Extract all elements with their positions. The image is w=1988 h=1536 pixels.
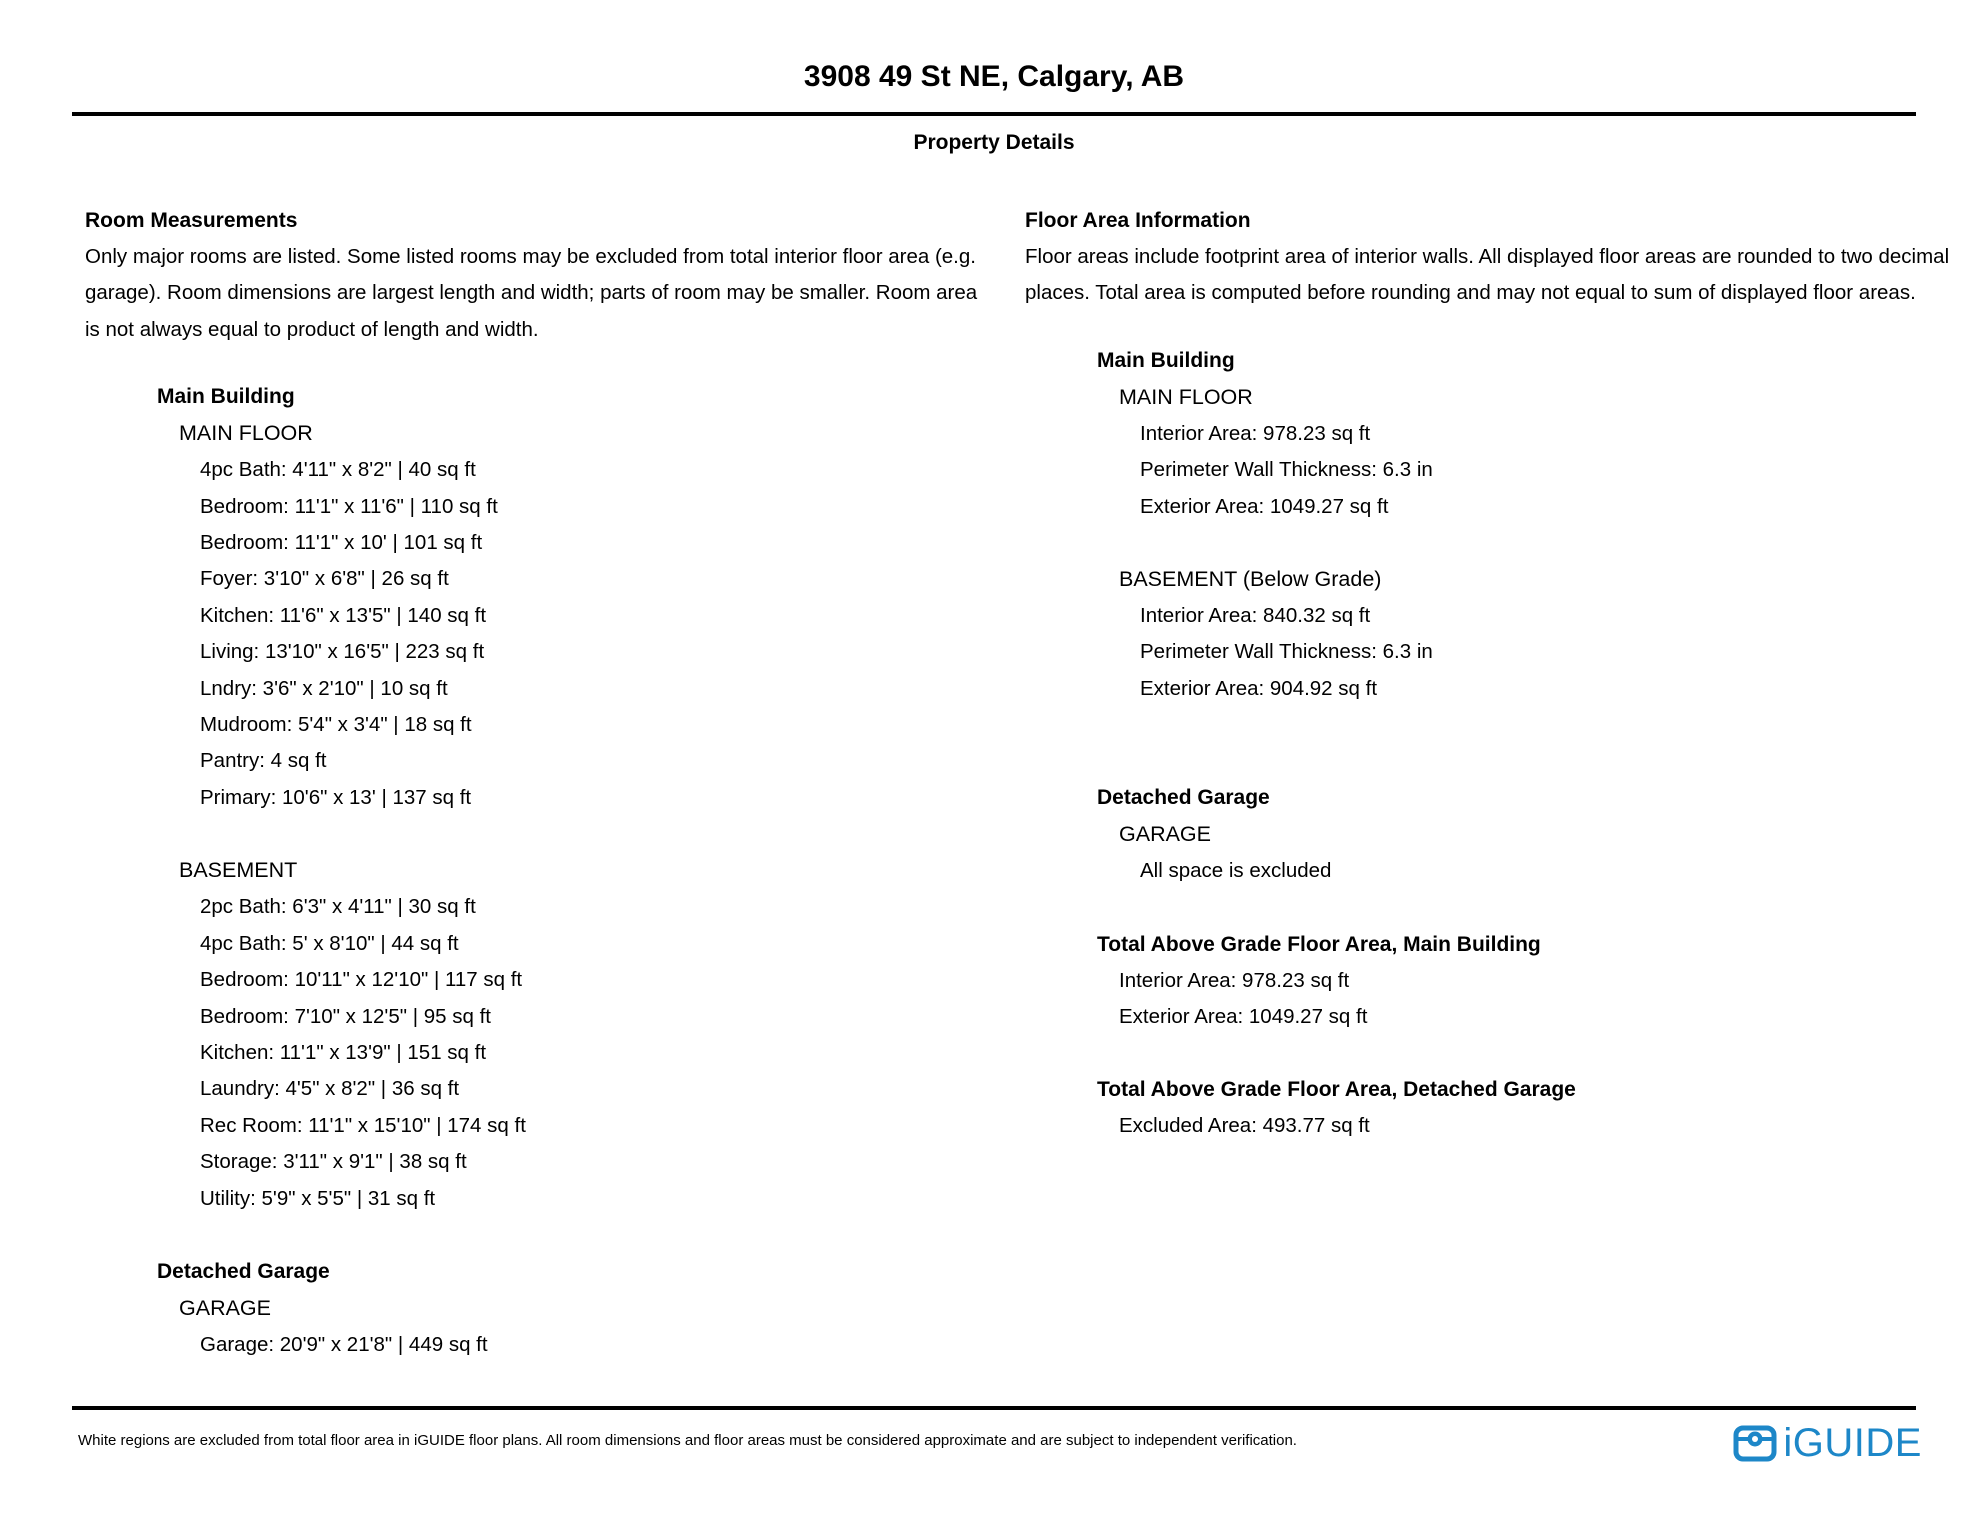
- footer-row: [0, 1410, 1988, 1463]
- area-line: Exterior Area: 904.92 sq ft: [1140, 676, 1378, 700]
- room-line: Laundry: 4'5" x 8'2" | 36 sq ft: [200, 1077, 460, 1101]
- room-line: Bedroom: 10'11" x 12'10" | 117 sq ft: [200, 968, 523, 992]
- building-name: Main Building: [1097, 348, 1235, 372]
- floor-main-floor: [85, 415, 1025, 816]
- room-line: Garage: 20'9" x 21'8" | 449 sq ft: [200, 1332, 488, 1356]
- floor-name: MAIN FLOOR: [1119, 384, 1253, 409]
- total-heading: Total Above Grade Floor Area, Main Building: [1097, 932, 1541, 956]
- room-line: Primary: 10'6" x 13' | 137 sq ft: [200, 785, 472, 809]
- iguide-logo: [1732, 1423, 1922, 1463]
- floor-garage: [85, 1290, 1025, 1363]
- room-line: Rec Room: 11'1" x 15'10" | 174 sq ft: [200, 1113, 526, 1137]
- content-columns: [0, 202, 1988, 1363]
- iguide-logo-text: iGUIDE: [1783, 1421, 1922, 1465]
- room-line: Pantry: 4 sq ft: [200, 749, 327, 773]
- total-above-grade-main-building: [1025, 926, 1952, 1036]
- building-name: Detached Garage: [157, 1259, 330, 1283]
- floor-main-floor-areas: [1025, 379, 1952, 525]
- floor-area-heading: Floor Area Information: [1025, 209, 1251, 232]
- floor-name: BASEMENT (Below Grade): [1119, 567, 1382, 592]
- room-line: Kitchen: 11'6" x 13'5" | 140 sq ft: [200, 603, 487, 627]
- page-title: 3908 49 St NE, Calgary, AB: [803, 60, 1185, 93]
- room-measurements-section: [85, 202, 1025, 1363]
- main-building-rooms: [85, 378, 1025, 1217]
- room-line: 4pc Bath: 4'11" x 8'2" | 40 sq ft: [200, 458, 476, 482]
- room-measurements-heading: Room Measurements: [85, 209, 298, 232]
- main-building-areas: [1025, 342, 1952, 707]
- total-above-grade-detached-garage: [1025, 1071, 1952, 1144]
- room-line: Utility: 5'9" x 5'5" | 31 sq ft: [200, 1186, 436, 1210]
- total-line: Excluded Area: 493.77 sq ft: [1119, 1114, 1370, 1138]
- footer: [0, 1406, 1988, 1463]
- floor-name: MAIN FLOOR: [179, 421, 313, 446]
- total-heading: Total Above Grade Floor Area, Detached Garage: [1097, 1078, 1576, 1102]
- room-measurements-description: Only major rooms are listed. Some listed rooms may be excluded from total interior floor area (e.g. garage). Room dimensions are largest length and width; parts of room may be smaller. Room area is not always equal to product of length and width.: [85, 245, 978, 341]
- header-divider: [72, 112, 1916, 116]
- floor-basement: [85, 852, 1025, 1217]
- floor-name: BASEMENT: [179, 858, 298, 883]
- room-line: Bedroom: 7'10" x 12'5" | 95 sq ft: [200, 1004, 491, 1028]
- room-line: Bedroom: 11'1" x 10' | 101 sq ft: [200, 531, 483, 555]
- building-name: Main Building: [157, 385, 295, 409]
- floor-basement-areas: [1025, 561, 1952, 707]
- iguide-camera-icon: [1732, 1423, 1778, 1463]
- area-line: Perimeter Wall Thickness: 6.3 in: [1140, 458, 1433, 482]
- total-line: Exterior Area: 1049.27 sq ft: [1119, 1005, 1368, 1029]
- total-line: Interior Area: 978.23 sq ft: [1119, 968, 1350, 992]
- room-line: Lndry: 3'6" x 2'10" | 10 sq ft: [200, 676, 448, 700]
- detached-garage-rooms: [85, 1253, 1025, 1363]
- page-subtitle: Property Details: [913, 131, 1075, 154]
- footer-disclaimer: White regions are excluded from total floor area in iGUIDE floor plans. All room dimensions and floor areas must be considered approximate and are subject to independent verification.: [78, 1432, 1297, 1449]
- room-line: Mudroom: 5'4" x 3'4" | 18 sq ft: [200, 713, 472, 737]
- detached-garage-areas: [1025, 779, 1952, 889]
- room-line: 4pc Bath: 5' x 8'10" | 44 sq ft: [200, 931, 459, 955]
- floor-name: GARAGE: [1119, 822, 1211, 847]
- floor-area-description: Floor areas include footprint area of interior walls. All displayed floor areas are rounded to two decimal places. Total area is computed before rounding and may not equal to sum of displayed floor areas.: [1025, 245, 1950, 305]
- building-name: Detached Garage: [1097, 786, 1270, 810]
- room-line: Foyer: 3'10" x 6'8" | 26 sq ft: [200, 567, 449, 591]
- room-line: Storage: 3'11" x 9'1" | 38 sq ft: [200, 1150, 467, 1174]
- room-line: Kitchen: 11'1" x 13'9" | 151 sq ft: [200, 1040, 487, 1064]
- room-line: Bedroom: 11'1" x 11'6" | 110 sq ft: [200, 494, 498, 518]
- area-line: Perimeter Wall Thickness: 6.3 in: [1140, 640, 1433, 664]
- floor-area-section: [1025, 202, 1952, 1145]
- area-line: Interior Area: 840.32 sq ft: [1140, 604, 1371, 628]
- floor-garage-areas: [1025, 816, 1952, 889]
- area-line: Exterior Area: 1049.27 sq ft: [1140, 494, 1389, 518]
- room-line: Living: 13'10" x 16'5" | 223 sq ft: [200, 640, 485, 664]
- room-line: 2pc Bath: 6'3" x 4'11" | 30 sq ft: [200, 895, 476, 919]
- floor-name: GARAGE: [179, 1295, 271, 1320]
- area-line: All space is excluded: [1140, 859, 1332, 883]
- area-line: Interior Area: 978.23 sq ft: [1140, 421, 1371, 445]
